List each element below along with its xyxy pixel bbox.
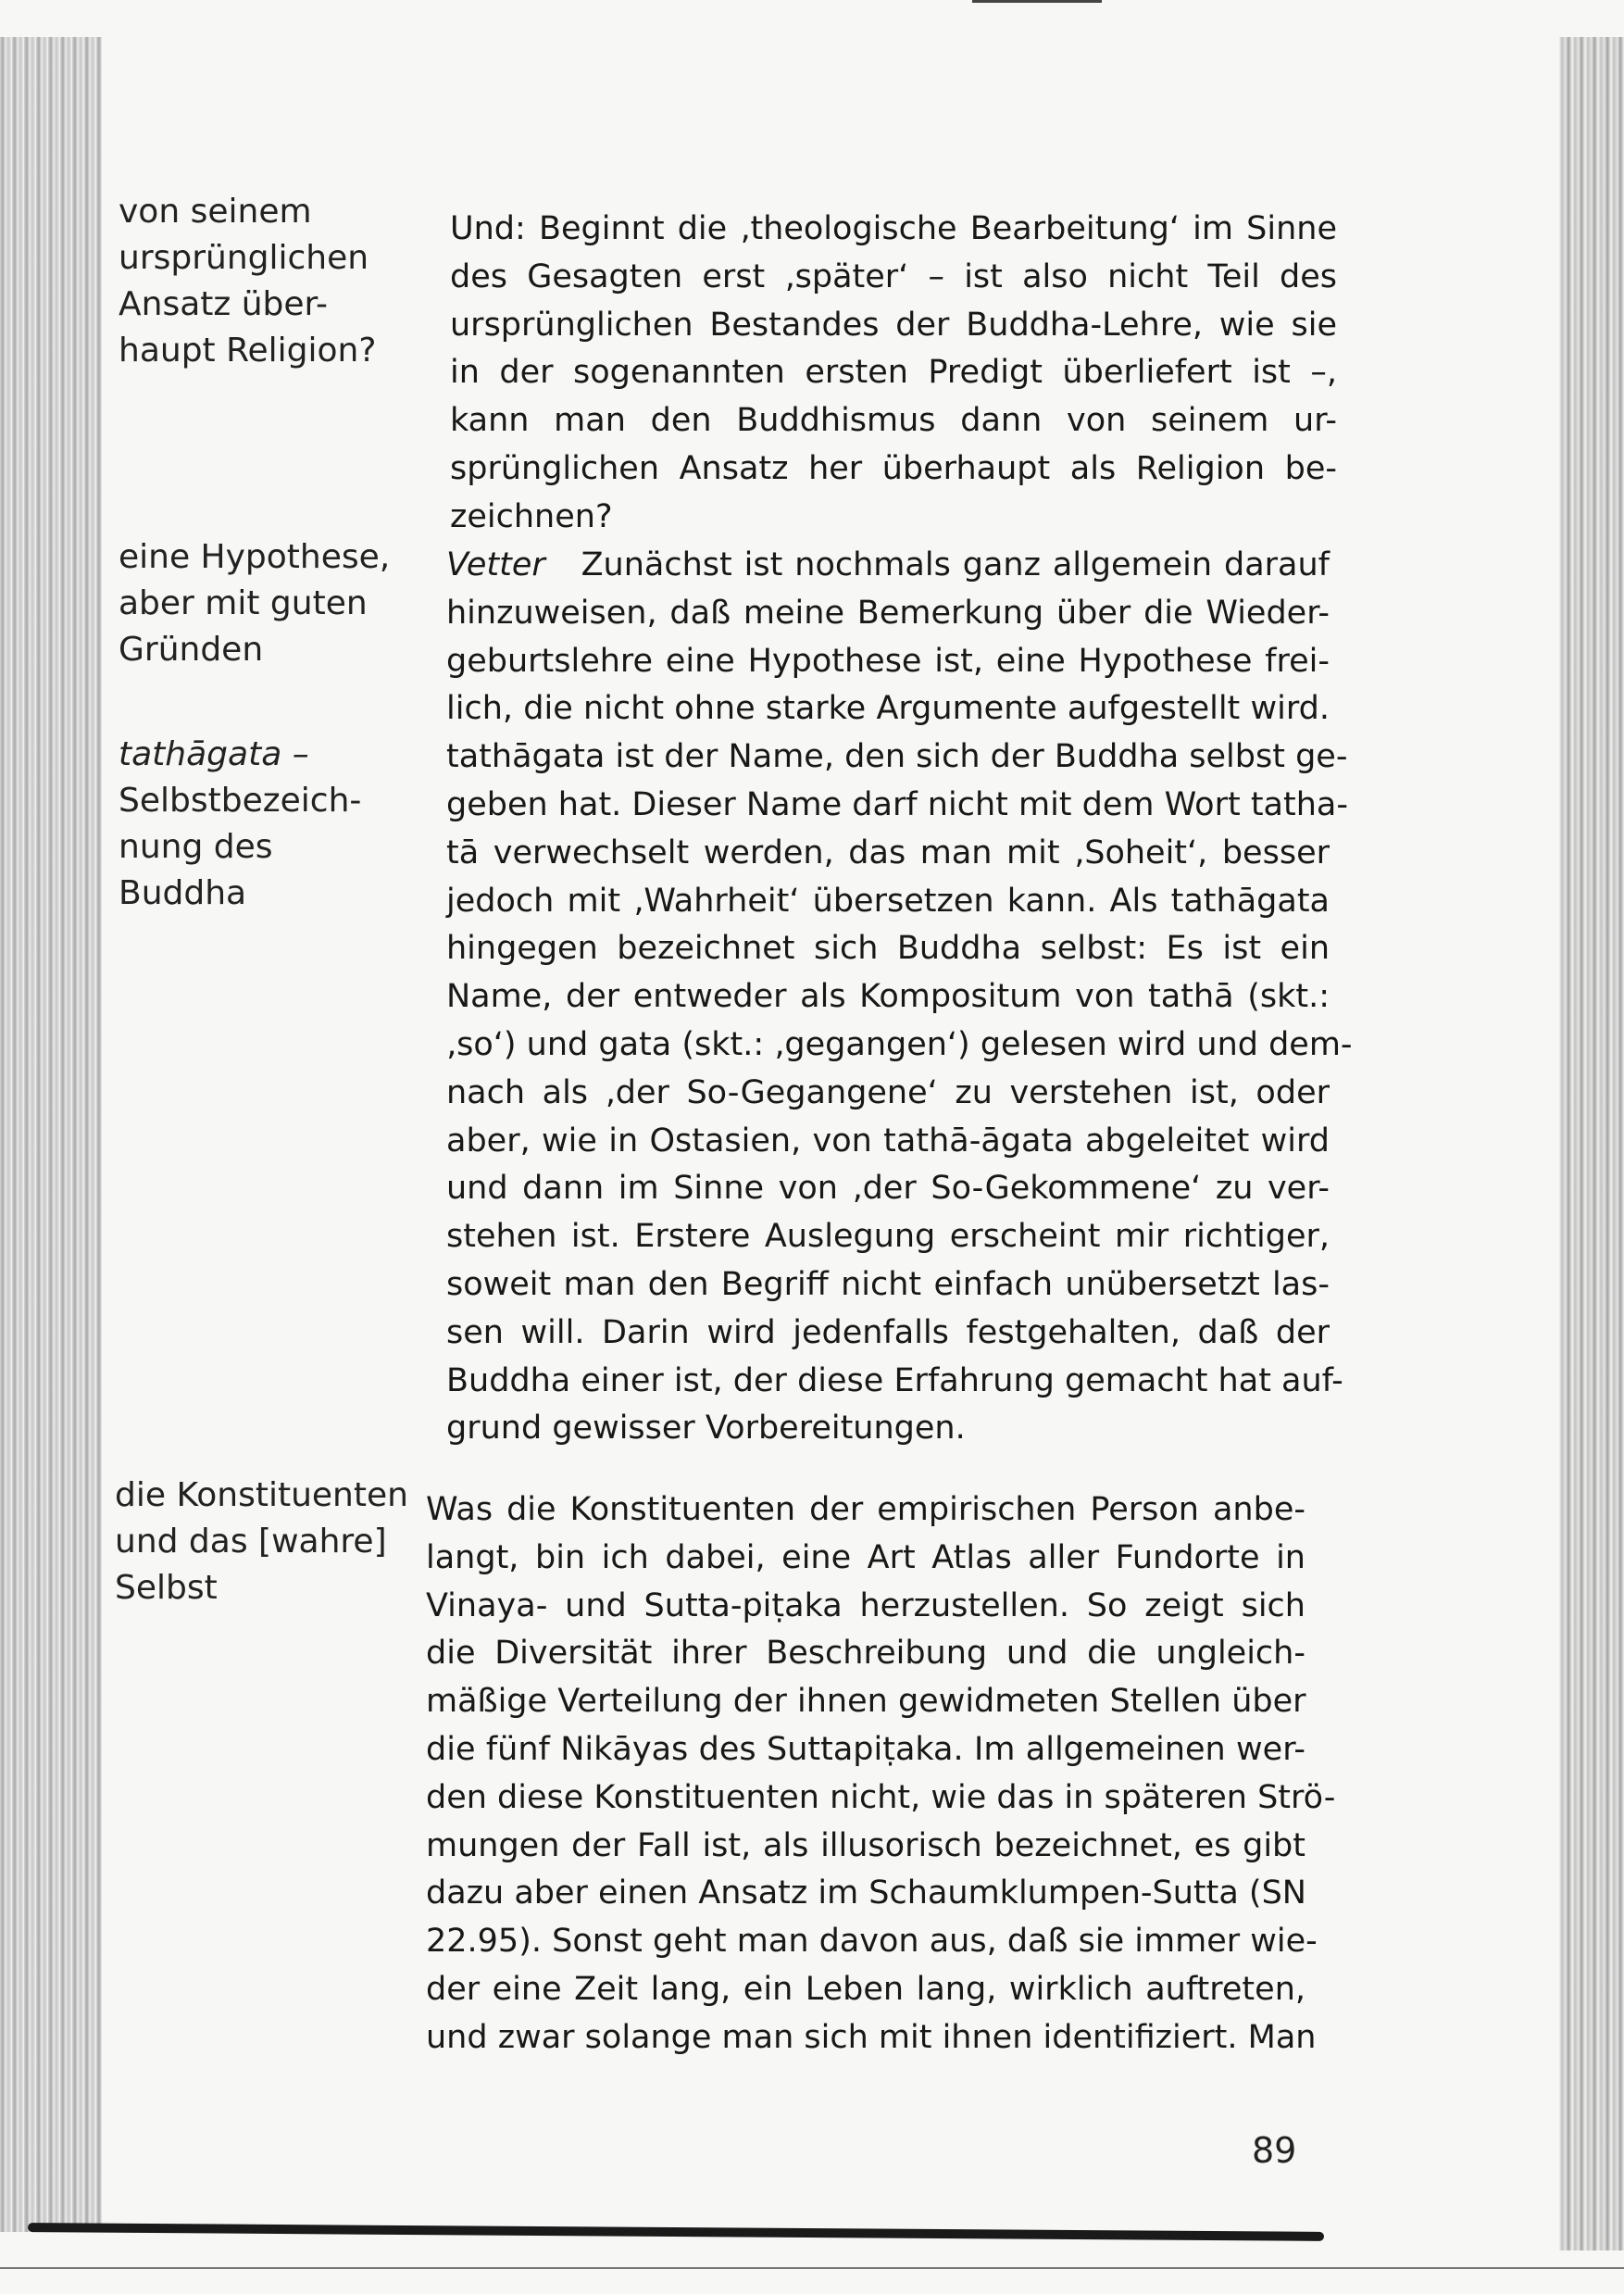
- page-number: 89: [1252, 2130, 1297, 2171]
- text-line: hingegen bezeichnet sich Buddha selbst: Es ist ein: [446, 930, 1330, 968]
- text-line: geburtslehre eine Hypothese ist, eine Hypothese frei-: [446, 642, 1330, 680]
- text-line: mäßige Verteilung der ihnen gewidmeten Stellen über: [426, 1683, 1306, 1721]
- margin-note-tathagata: [119, 732, 396, 917]
- text-line: grund gewisser Vorbereitungen.: [446, 1410, 966, 1448]
- text-line: ursprünglichen Bestandes der Buddha-Lehre, wie sie: [450, 306, 1337, 344]
- paragraph-vetter-answer: [446, 542, 1353, 1453]
- text-line: lich, die nicht ohne starke Argumente aufgestellt wird.: [446, 690, 1330, 728]
- text-line: zeichnen?: [450, 497, 613, 535]
- text-line: tā verwechselt werden, das man mit ‚Soheit‘, besser: [446, 834, 1330, 871]
- text-line: Und: Beginnt die ‚theologische Bearbeitung‘ im Sinne: [450, 210, 1337, 247]
- text-line: soweit man den Begriff nicht einfach unübersetzt las-: [446, 1265, 1330, 1303]
- paragraph-konstituenten: [426, 1486, 1336, 2062]
- margin-note-hypothese: [119, 534, 396, 673]
- text-line: geben hat. Dieser Name darf nicht mit dem Wort tatha-: [446, 785, 1348, 823]
- scan-edge-right: [1559, 37, 1624, 2250]
- note-line: Selbstbezeich-: [119, 782, 362, 820]
- margin-note-konstituenten: [115, 1473, 408, 1611]
- text-line: sen will. Darin wird jedenfalls festgehalten, daß der: [446, 1313, 1330, 1351]
- text-line: ‚so‘) und gata (skt.: ‚gegangen‘) gelesen wird und dem-: [446, 1025, 1353, 1063]
- note-line: die Konstituenten: [115, 1476, 408, 1514]
- text-line: langt, bin ich dabei, eine Art Atlas aller Fundorte in: [426, 1538, 1305, 1576]
- text-line: 22.95). Sonst geht man davon aus, daß sie immer wie-: [426, 1923, 1318, 1961]
- note-line: ursprünglichen: [119, 239, 369, 277]
- note-line: eine Hypothese,: [119, 538, 391, 576]
- top-rule: [972, 0, 1102, 3]
- text-line: Buddha einer ist, der diese Erfahrung gemacht hat auf-: [446, 1361, 1343, 1399]
- text-line: hinzuweisen, daß meine Bemerkung über die Wieder-: [446, 594, 1330, 632]
- note-line: tathāgata –: [119, 735, 309, 773]
- note-line: Selbst: [115, 1569, 218, 1607]
- text-line: in der sogenannten ersten Predigt überliefert ist –,: [450, 354, 1337, 392]
- note-line: Gründen: [119, 631, 264, 669]
- margin-note-religion: [119, 189, 396, 374]
- text-line: den diese Konstituenten nicht, wie das in späteren Strö-: [426, 1778, 1336, 1816]
- text-line: Vinaya- und Sutta-piṭaka herzustellen. So zeigt sich: [426, 1586, 1305, 1624]
- text-line: Was die Konstituenten der empirischen Person anbe-: [426, 1491, 1305, 1528]
- text-line: stehen ist. Erstere Auslegung erscheint mir richtiger,: [446, 1218, 1330, 1256]
- paragraph-question: [450, 206, 1337, 542]
- text-line: die fünf Nikāyas des Suttapiṭaka. Im allgemeinen wer-: [426, 1730, 1305, 1768]
- text-line: mungen der Fall ist, als illusorisch bezeichnet, es gibt: [426, 1826, 1305, 1864]
- text-line: des Gesagten erst ‚später‘ – ist also nicht Teil des: [450, 257, 1337, 295]
- text-line: tathāgata ist der Name, den sich der Buddha selbst ge-: [446, 738, 1348, 776]
- text-line: aber, wie in Ostasien, von tathā-āgata abgeleitet wird: [446, 1122, 1330, 1160]
- speaker-name: Vetter: [446, 546, 545, 583]
- text-line: sprünglichen Ansatz her überhaupt als Religion be-: [450, 449, 1337, 487]
- text-line: nach als ‚der So-Gegangene‘ zu verstehen ist, oder: [446, 1073, 1330, 1111]
- note-line: nung des: [119, 828, 273, 866]
- note-line: aber mit guten: [119, 584, 368, 622]
- note-line: Ansatz über-: [119, 285, 329, 323]
- note-line: und das [wahre]: [115, 1523, 387, 1561]
- text-line: dazu aber einen Ansatz im Schaumklumpen-Sutta (SN: [426, 1874, 1306, 1912]
- scan-edge-bottom: [28, 2223, 1324, 2241]
- text-line: jedoch mit ‚Wahrheit‘ übersetzen kann. Als tathāgata: [446, 882, 1330, 920]
- text-line: und zwar solange man sich mit ihnen identifiziert. Man: [426, 2018, 1317, 2056]
- text-segment: Zunächst ist nochmals ganz allgemein darauf: [581, 546, 1330, 583]
- text-line: der eine Zeit lang, ein Leben lang, wirklich auftreten,: [426, 1970, 1305, 2008]
- text-line: [446, 542, 1330, 590]
- text-line: Name, der entweder als Kompositum von tathā (skt.:: [446, 978, 1330, 1016]
- text-line: kann man den Buddhismus dann von seinem ur-: [450, 402, 1337, 440]
- text-line: die Diversität ihrer Beschreibung und die ungleich-: [426, 1635, 1305, 1673]
- note-line: Buddha: [119, 874, 247, 912]
- note-line: von seinem: [119, 193, 312, 231]
- scan-edge-line: [0, 2267, 1624, 2269]
- note-line: haupt Religion?: [119, 332, 377, 370]
- text-line: und dann im Sinne von ‚der So-Gekommene‘ zu ver-: [446, 1170, 1330, 1208]
- scan-edge-left: [0, 37, 102, 2232]
